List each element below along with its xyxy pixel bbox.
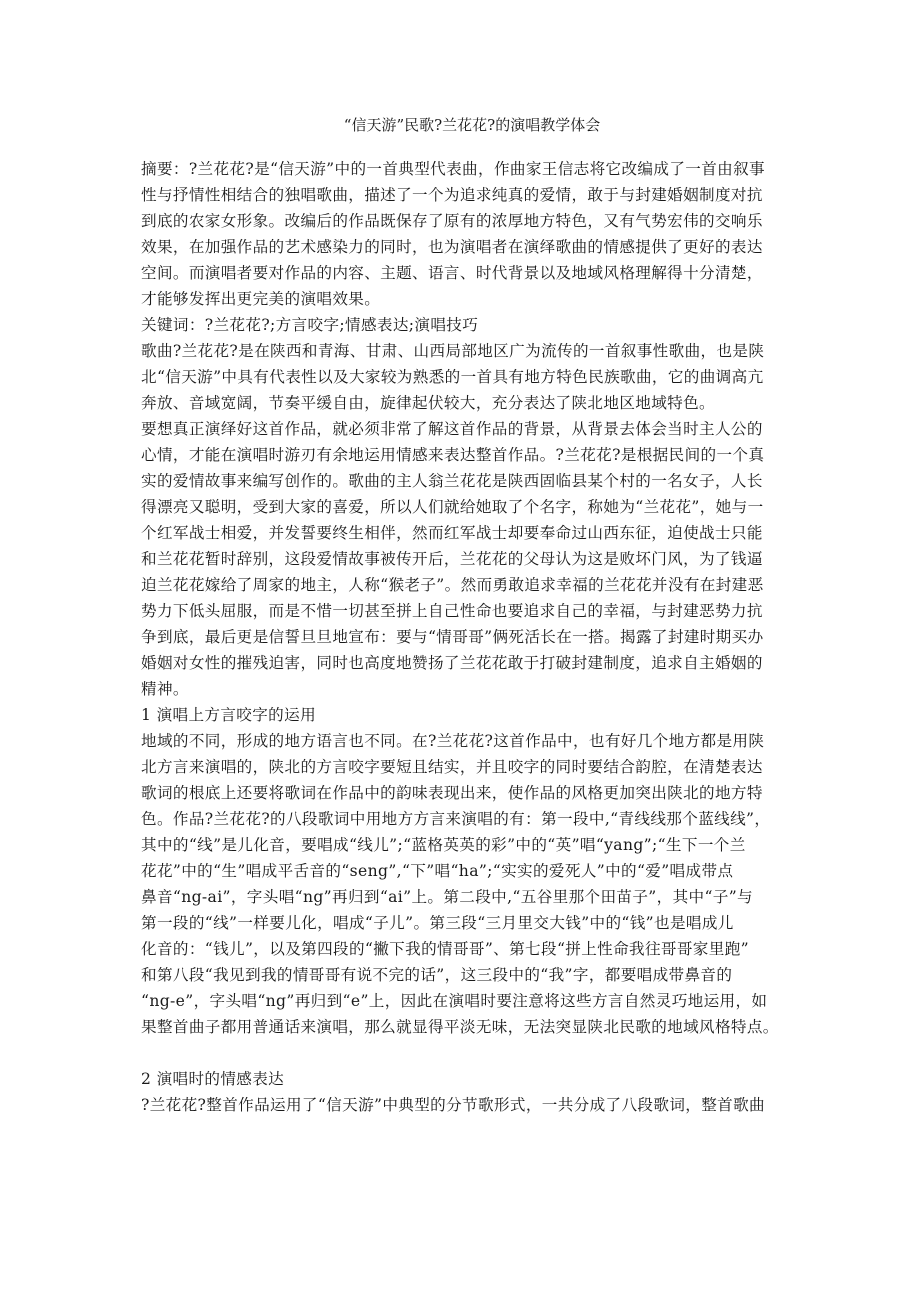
- paragraph-line: 北方言来演唱的，陕北的方言咬字要短且结实，并且咬字的同时要结合韵腔，在清楚表达: [141, 758, 763, 776]
- paragraph-line: 花花”中的“生”唱成平舌音的“seng”,“下”唱“ha”;“实实的爱死人”中的“爱”唱成带点: [141, 862, 734, 880]
- paragraph-line: 婚姻对女性的摧残迫害，同时也高度地赞扬了兰花花敢于打破封建制度，追求自主婚姻的: [141, 654, 763, 672]
- paragraph-line: 第一段的“线”一样要儿化，唱成“子儿”。第三段“三月里交大钱”中的“钱”也是唱成儿: [141, 914, 734, 932]
- abstract-line: 到底的农家女形象。改编后的作品既保存了原有的浓厚地方特色，又有气势宏伟的交响乐: [141, 212, 763, 230]
- document-body: [141, 156, 803, 1118]
- paragraph-line: 迫兰花花嫁给了周家的地主，人称“猴老子”。然而勇敢追求幸福的兰花花并没有在封建恶: [141, 576, 764, 594]
- paragraph-line: 得漂亮又聪明，受到大家的喜爱，所以人们就给她取了个名字，称她为“兰花花”，她与一: [141, 498, 764, 516]
- paragraph-line: 势力下低头屈服，而是不惜一切甚至拼上自己性命也要追求自己的幸福，与封建恶势力抗: [141, 602, 763, 620]
- blank-line: [141, 1040, 803, 1066]
- abstract-line: 性与抒情性相结合的独唱歌曲，描述了一个为追求纯真的爱情，敢于与封建婚姻制度对抗: [141, 186, 763, 204]
- paragraph-line: 心情，才能在演唱时游刃有余地运用情感来表达整首作品。?兰花花?是根据民间的一个真: [141, 446, 765, 464]
- paragraph-line: 鼻音“ng-ai”，字头唱“ng”再归到“ai”上。第二段中,“五谷里那个田苗子”，其中“子”与: [141, 888, 753, 906]
- paragraph-line: 歌曲?兰花花?是在陕西和青海、甘肃、山西局部地区广为流传的一首叙事性歌曲，也是陕: [141, 342, 765, 360]
- paragraph-line: “ng-e”，字头唱“ng”再归到“e”上，因此在演唱时要注意将这些方言自然灵巧地运用，如: [141, 992, 768, 1010]
- keywords-line: 关键词：?兰花花?;方言咬字;情感表达;演唱技巧: [141, 316, 479, 334]
- paragraph-line: ?兰花花?整首作品运用了“信天游”中典型的分节歌形式，一共分成了八段歌词，整首歌曲: [141, 1096, 765, 1114]
- paragraph-line: 北“信天游”中具有代表性以及大家较为熟悉的一首具有地方特色民族歌曲，它的曲调高亢: [141, 368, 764, 386]
- paragraph-line: 歌词的根底上还要将歌词在作品中的韵味表现出来，使作品的风格更加突出陕北的地方特: [141, 784, 763, 802]
- abstract-line: 效果，在加强作品的艺术感染力的同时，也为演唱者在演绎歌曲的情感提供了更好的表达: [141, 238, 763, 256]
- abstract-line: 空间。而演唱者要对作品的内容、主题、语言、时代背景以及地域风格理解得十分清楚，: [141, 264, 763, 282]
- paragraph-line: 要想真正演绎好这首作品，就必须非常了解这首作品的背景，从背景去体会当时主人公的: [141, 420, 763, 438]
- paragraph-line: 果整首曲子都用普通话来演唱，那么就显得平淡无味，无法突显陕北民歌的地域风格特点。: [141, 1018, 779, 1036]
- paragraph-line: 其中的“线”是儿化音，要唱成“线儿”;“蓝格英英的彩”中的“英”唱“yang”;“生下一个兰: [141, 836, 746, 854]
- paragraph-line: 精神。: [141, 680, 189, 698]
- section-heading-1: 1 演唱上方言咬字的运用: [141, 706, 317, 724]
- paragraph-line: 实的爱情故事来编写创作的。歌曲的主人翁兰花花是陕西固临县某个村的一名女子，人长: [141, 472, 763, 490]
- paragraph-line: 个红军战士相爱，并发誓要终生相伴，然而红军战士却要奉命过山西东征，迫使战士只能: [141, 524, 763, 542]
- paragraph-line: 和第八段“我见到我的情哥哥有说不完的话”，这三段中的“我”字，都要唱成带鼻音的: [141, 966, 733, 984]
- paragraph-line: 化音的：“钱儿”，以及第四段的“撇下我的情哥哥”、第七段“拼上性命我往哥哥家里跑”: [141, 940, 749, 958]
- section-heading-2: 2 演唱时的情感表达: [141, 1070, 285, 1088]
- paragraph-line: 和兰花花暂时辞别，这段爱情故事被传开后，兰花花的父母认为这是败坏门风，为了钱逼: [141, 550, 763, 568]
- abstract-line: 摘要：?兰花花?是“信天游”中的一首典型代表曲，作曲家王信志将它改编成了一首由叙事: [141, 160, 765, 178]
- paragraph-line: 争到底，最后更是信誓旦旦地宣布：要与“情哥哥”俩死活长在一搭。揭露了封建时期买办: [141, 628, 764, 646]
- document-title: “信天游”民歌?兰花花?的演唱教学体会: [343, 116, 601, 134]
- abstract-line: 才能够发挥出更完美的演唱效果。: [141, 290, 381, 308]
- paragraph-line: 地域的不同，形成的地方语言也不同。在?兰花花?这首作品中，也有好几个地方都是用陕: [141, 732, 765, 750]
- paragraph-line: 奔放、音域宽阔，节奏平缓自由，旋律起伏较大，充分表达了陕北地区地域特色。: [141, 394, 715, 412]
- paragraph-line: 色。作品?兰花花?的八段歌词中用地方方言来演唱的有：第一段中,“青线线那个蓝线线”，: [141, 810, 771, 828]
